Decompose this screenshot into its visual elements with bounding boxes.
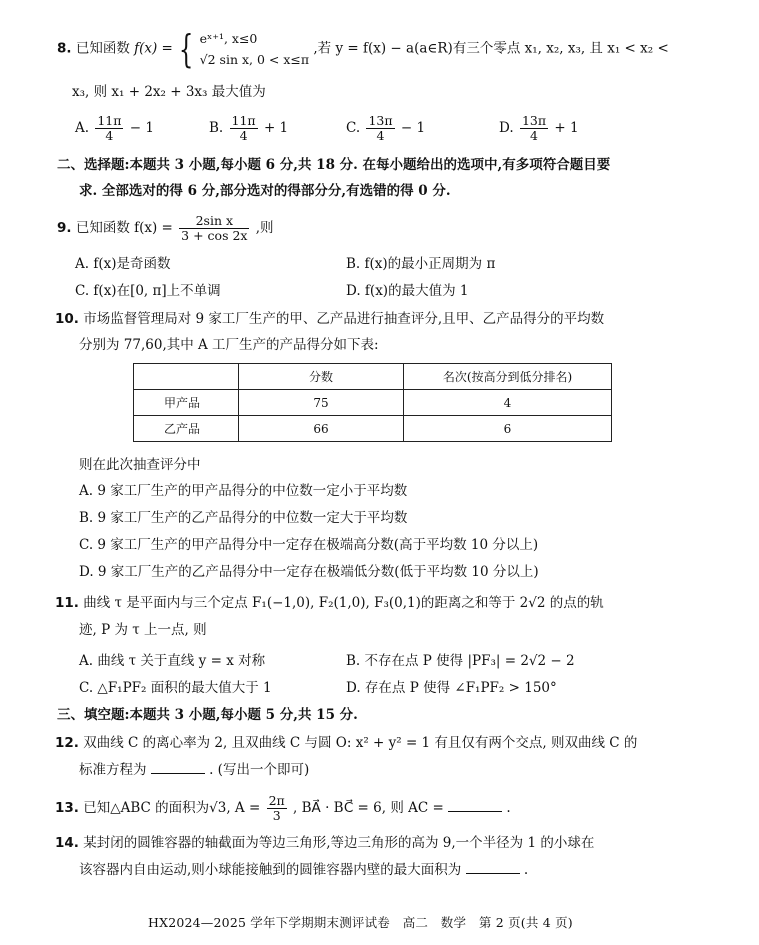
q9-option-a[interactable]: A. f(x)是奇函数 bbox=[75, 256, 171, 272]
q8-option-d-fraction: $\frac{13\pi}{4}$ bbox=[521, 113, 547, 143]
q8-text-c: x₃, 则 x₁ + 2x₂ + 3x₃ 最大值为 bbox=[72, 84, 266, 100]
q10-score-table bbox=[133, 363, 612, 442]
table-header-cell: 分数 bbox=[239, 364, 404, 390]
q9-number: 9. bbox=[57, 220, 72, 236]
q8-option-d-tail: + 1 bbox=[554, 120, 579, 136]
q8-stem-line1 bbox=[57, 28, 669, 70]
q8-option-c[interactable] bbox=[346, 114, 425, 143]
table-cell: 乙产品 bbox=[134, 416, 239, 442]
q14-text-line2b: . bbox=[523, 862, 529, 878]
q10-option-c[interactable]: C. 9 家工厂生产的甲产品得分中一定存在极端高分数(高于平均数 10 分以上) bbox=[79, 537, 539, 553]
q8-fx: f(x) = bbox=[134, 40, 173, 57]
q13-text-a: 已知△ABC 的面积为√3, A = bbox=[83, 800, 261, 816]
q8-cases bbox=[200, 28, 309, 70]
q9-stem bbox=[57, 214, 274, 243]
q14-stem-line2 bbox=[79, 859, 528, 880]
q14-number: 14. bbox=[55, 835, 79, 851]
q12-number: 12. bbox=[55, 735, 79, 751]
q12-text-line2a: 标准方程为 bbox=[79, 762, 147, 778]
table-cell: 甲产品 bbox=[134, 390, 239, 416]
q8-text-a: 已知函数 bbox=[75, 40, 130, 57]
q8-option-b-fraction: $\frac{11\pi}{4}$ bbox=[231, 113, 256, 143]
q8-case2: √2 sin x, 0 < x≤π bbox=[199, 52, 310, 67]
q11-option-d[interactable]: D. 存在点 P 使得 ∠F₁PF₂ > 150° bbox=[346, 680, 557, 696]
page-footer: HX2024—2025 学年下学期期末测评试卷 高二 数学 第 2 页(共 4 页) bbox=[148, 915, 573, 930]
q12-answer-blank[interactable] bbox=[151, 759, 205, 774]
q8-option-a-tail: − 1 bbox=[129, 120, 154, 136]
q13-fraction: $\frac{2\pi}{3}$ bbox=[268, 793, 285, 823]
q11-stem-line1 bbox=[55, 593, 604, 613]
section3-heading: 三、填空题:本题共 3 小题,每小题 5 分,共 15 分. bbox=[57, 707, 358, 723]
q9-fraction: $\frac{\text{2sin x}}{3 + \cos 2x}$ bbox=[181, 213, 248, 243]
q11-option-c[interactable]: C. △F₁PF₂ 面积的最大值大于 1 bbox=[79, 680, 272, 696]
q8-option-b-label: B. bbox=[209, 120, 224, 136]
q11-text-line1: 曲线 τ 是平面内与三个定点 F₁(−1,0), F₂(1,0), F₃(0,1)的距离之和等于 2√2 的点的轨 bbox=[83, 595, 604, 611]
table-row bbox=[134, 416, 612, 442]
q14-text-line1: 某封闭的圆锥容器的轴截面为等边三角形,等边三角形的高为 9,一个半径为 1 的小球在 bbox=[83, 835, 595, 851]
q12-stem-line2 bbox=[79, 759, 309, 780]
q13-number: 13. bbox=[55, 800, 79, 816]
q11-option-b[interactable]: B. 不存在点 P 使得 |PF₃| = 2√2 − 2 bbox=[346, 653, 575, 669]
q10-stem-line1 bbox=[55, 309, 604, 329]
q9-text-b: ,则 bbox=[255, 220, 274, 236]
q8-number: 8. bbox=[57, 40, 72, 57]
q13-text-b: , BA⃗ · BC⃗ = 6, 则 AC = bbox=[293, 800, 444, 816]
q8-option-c-tail: − 1 bbox=[400, 120, 426, 136]
q8-option-a[interactable] bbox=[75, 114, 154, 143]
q14-answer-blank[interactable] bbox=[466, 859, 520, 874]
q12-text-line2b: . (写出一个即可) bbox=[209, 762, 310, 778]
q9-option-c[interactable]: C. f(x)在[0, π]上不单调 bbox=[75, 283, 221, 299]
q8-option-b[interactable] bbox=[209, 114, 288, 143]
q11-option-a[interactable]: A. 曲线 τ 关于直线 y = x 对称 bbox=[79, 653, 266, 669]
q8-brace: { bbox=[179, 27, 194, 71]
q13-answer-blank[interactable] bbox=[448, 797, 502, 812]
q8-text-b: ,若 y = f(x) − a(a∈R)有三个零点 x₁, x₂, x₃, 且 x₁ < x₂ < bbox=[313, 40, 669, 57]
q8-option-a-fraction: $\frac{11\pi}{4}$ bbox=[97, 113, 122, 143]
table-header-row bbox=[134, 364, 612, 390]
q9-text-a: 已知函数 f(x) = bbox=[75, 220, 173, 236]
q9-option-b[interactable]: B. f(x)的最小正周期为 π bbox=[346, 256, 496, 272]
q8-option-d-label: D. bbox=[499, 120, 514, 136]
q13-text-c: . bbox=[506, 800, 511, 816]
q10-option-b[interactable]: B. 9 家工厂生产的乙产品得分的中位数一定大于平均数 bbox=[79, 510, 408, 526]
table-cell: 66 bbox=[239, 416, 404, 442]
table-cell: 4 bbox=[404, 390, 612, 416]
q11-stem-line2: 迹, P 为 τ 上一点, 则 bbox=[79, 622, 207, 638]
q8-case1: eˣ⁺¹, x≤0 bbox=[199, 31, 258, 46]
table-row bbox=[134, 390, 612, 416]
table-header-cell bbox=[134, 364, 239, 390]
q12-text-line1: 双曲线 C 的离心率为 2, 且双曲线 C 与圆 O: x² + y² = 1 有且仅有两个交点, 则双曲线 C 的 bbox=[83, 735, 638, 751]
table-cell: 6 bbox=[404, 416, 612, 442]
q10-number: 10. bbox=[55, 311, 79, 327]
q13-stem bbox=[55, 794, 511, 823]
q8-option-b-tail: + 1 bbox=[263, 120, 289, 136]
q10-text-line1: 市场监督管理局对 9 家工厂生产的甲、乙产品进行抽查评分,且甲、乙产品得分的平均数 bbox=[83, 311, 605, 327]
q10-stem-line2: 分别为 77,60,其中 A 工厂生产的产品得分如下表: bbox=[79, 337, 379, 353]
q8-option-d[interactable] bbox=[499, 114, 579, 143]
section2-heading-line1: 二、选择题:本题共 3 小题,每小题 6 分,共 18 分. 在每小题给出的选项中,有多项符合题目要 bbox=[57, 157, 611, 173]
table-cell: 75 bbox=[239, 390, 404, 416]
q11-number: 11. bbox=[55, 595, 79, 611]
q8-option-c-fraction: $\frac{13\pi}{4}$ bbox=[368, 113, 393, 143]
q12-stem-line1 bbox=[55, 733, 637, 753]
q10-option-a[interactable]: A. 9 家工厂生产的甲产品得分的中位数一定小于平均数 bbox=[79, 483, 408, 499]
q8-option-c-label: C. bbox=[346, 120, 361, 136]
table-header-cell: 名次(按高分到低分排名) bbox=[404, 364, 612, 390]
q9-option-d[interactable]: D. f(x)的最大值为 1 bbox=[346, 283, 469, 299]
q10-option-d[interactable]: D. 9 家工厂生产的乙产品得分中一定存在极端低分数(低于平均数 10 分以上) bbox=[79, 564, 539, 580]
q14-stem-line1 bbox=[55, 833, 594, 853]
q14-text-line2a: 该容器内自由运动,则小球能接触到的圆锥容器内壁的最大面积为 bbox=[79, 862, 462, 878]
q10-lead: 则在此次抽查评分中 bbox=[79, 457, 201, 473]
section2-heading-line2: 求. 全部选对的得 6 分,部分选对的得部分分,有选错的得 0 分. bbox=[79, 183, 451, 199]
q8-option-a-label: A. bbox=[75, 120, 90, 136]
